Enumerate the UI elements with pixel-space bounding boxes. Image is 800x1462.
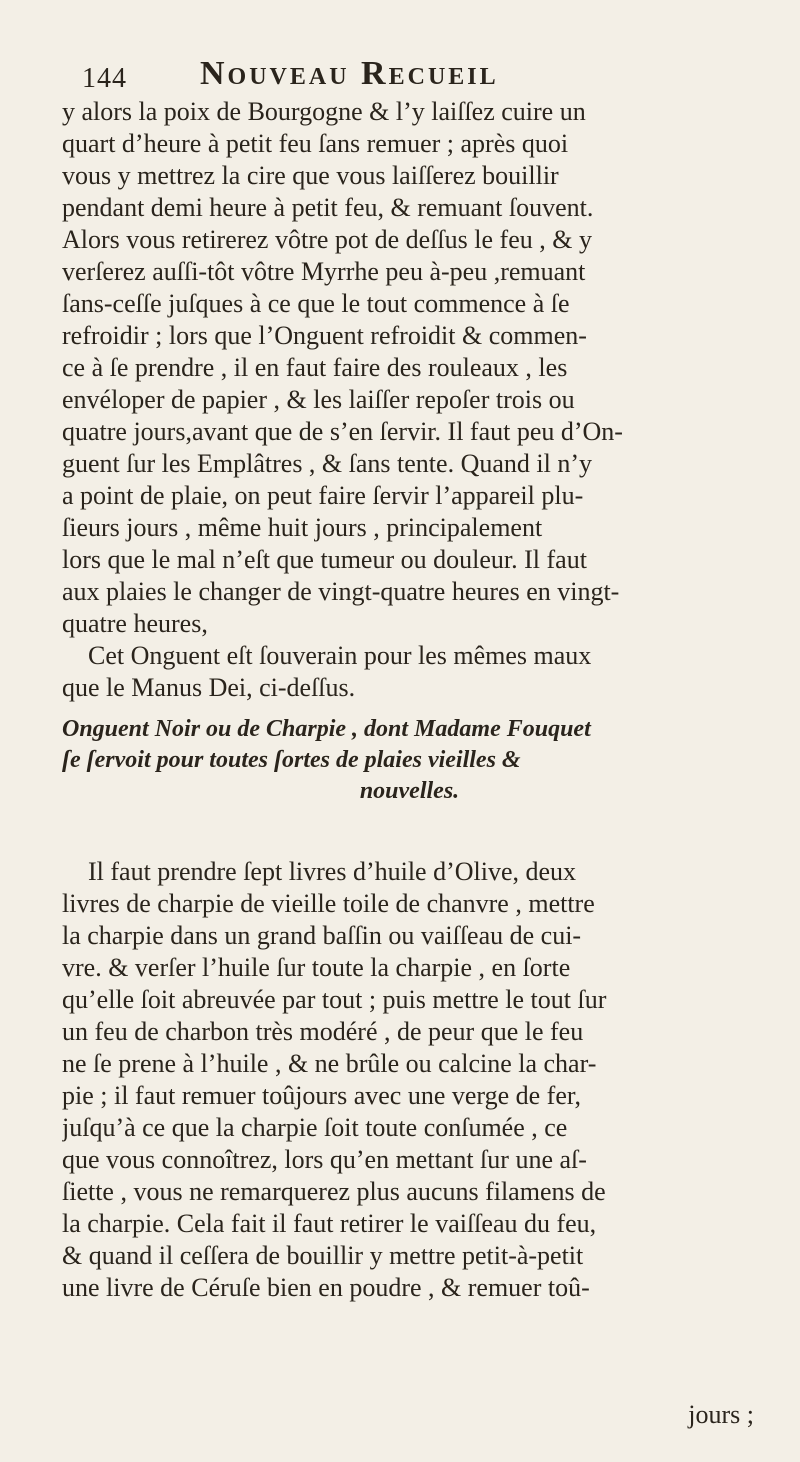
text-line: a point de plaie, on peut faire ſervir l’appareil plu- xyxy=(62,481,584,510)
text-line: ne ſe prene à l’huile , & ne brûle ou calcine la char- xyxy=(62,1049,597,1078)
heading-line: nouvelles. xyxy=(359,778,460,804)
text-line: quatre heures, xyxy=(62,609,208,638)
text-line: Alors vous retirerez vôtre pot de deſſus le feu , & y xyxy=(62,225,592,254)
text-line: aux plaies le changer de vingt-quatre heures en vingt- xyxy=(62,577,620,606)
text-line: pendant demi heure à petit feu, & remuant ſouvent. xyxy=(62,193,594,222)
running-title: Nouveau Recueil xyxy=(200,55,499,92)
paragraph-1 xyxy=(62,96,757,640)
text-line: que vous connoîtrez, lors qu’en mettant ſur une aſ- xyxy=(62,1145,587,1174)
text-line: une livre de Céruſe bien en poudre , & remuer toû- xyxy=(62,1273,590,1302)
text-line: envéloper de papier , & les laiſſer repoſer trois ou xyxy=(62,385,575,414)
catchword: jours ; xyxy=(688,1400,754,1429)
text-line: ſieurs jours , même huit jours , principalement xyxy=(62,513,543,542)
text-line: Il faut prendre ſept livres d’huile d’Olive, deux xyxy=(88,857,577,886)
text-line: quatre jours,avant que de s’en ſervir. Il faut peu d’On- xyxy=(62,417,623,446)
text-line: la charpie. Cela fait il faut retirer le vaiſſeau du feu, xyxy=(62,1209,597,1238)
text-line: juſqu’à ce que la charpie ſoit toute conſumée , ce xyxy=(62,1113,568,1142)
page-number: 144 xyxy=(82,63,127,94)
text-line: ſans-ceſſe juſques à ce que le tout commence à ſe xyxy=(62,289,570,318)
text-line: pie ; il faut remuer toûjours avec une verge de fer, xyxy=(62,1081,581,1110)
text-line: Cet Onguent eſt ſouverain pour les mêmes maux xyxy=(88,641,592,670)
text-line: lors que le mal n’eſt que tumeur ou douleur. Il faut xyxy=(62,545,587,574)
text-line: que le Manus Dei, ci-deſſus. xyxy=(62,673,356,702)
text-line: ce à ſe prendre , il en faut faire des rouleaux , les xyxy=(62,353,568,382)
section-heading xyxy=(62,684,757,807)
text-line: ſiette , vous ne remarquerez plus aucuns filamens de xyxy=(62,1177,606,1206)
text-line: y alors la poix de Bourgogne & l’y laiſſez cuire un xyxy=(62,97,586,126)
page-header xyxy=(72,55,752,99)
heading-line: Onguent Noir ou de Charpie , dont Madame Fouquet xyxy=(62,716,591,742)
text-line: guent ſur les Emplâtres , & ſans tente. Quand il n’y xyxy=(62,449,592,478)
text-line: & quand il ceſſera de bouillir y mettre petit-à-petit xyxy=(62,1241,584,1270)
text-line: la charpie dans un grand baſſin ou vaiſſeau de cui- xyxy=(62,921,582,950)
text-line: qu’elle ſoit abreuvée par tout ; puis mettre le tout ſur xyxy=(62,985,607,1014)
text-line: refroidir ; lors que l’Onguent refroidit & commen- xyxy=(62,321,587,350)
text-line: livres de charpie de vieille toile de chanvre , mettre xyxy=(62,889,595,918)
paragraph-3 xyxy=(62,856,757,1304)
text-line: verſerez auſſi-tôt vôtre Myrrhe peu à-peu ,remuant xyxy=(62,257,586,286)
text-line: vre. & verſer l’huile ſur toute la charpie , en ſorte xyxy=(62,953,571,982)
heading-line: ſe ſervoit pour toutes ſortes de plaies vieilles & xyxy=(62,747,521,773)
text-line: vous y mettrez la cire que vous laiſſerez bouillir xyxy=(62,161,559,190)
text-line: un feu de charbon très modéré , de peur que le feu xyxy=(62,1017,584,1046)
text-line: quart d’heure à petit feu ſans remuer ; après quoi xyxy=(62,129,569,158)
